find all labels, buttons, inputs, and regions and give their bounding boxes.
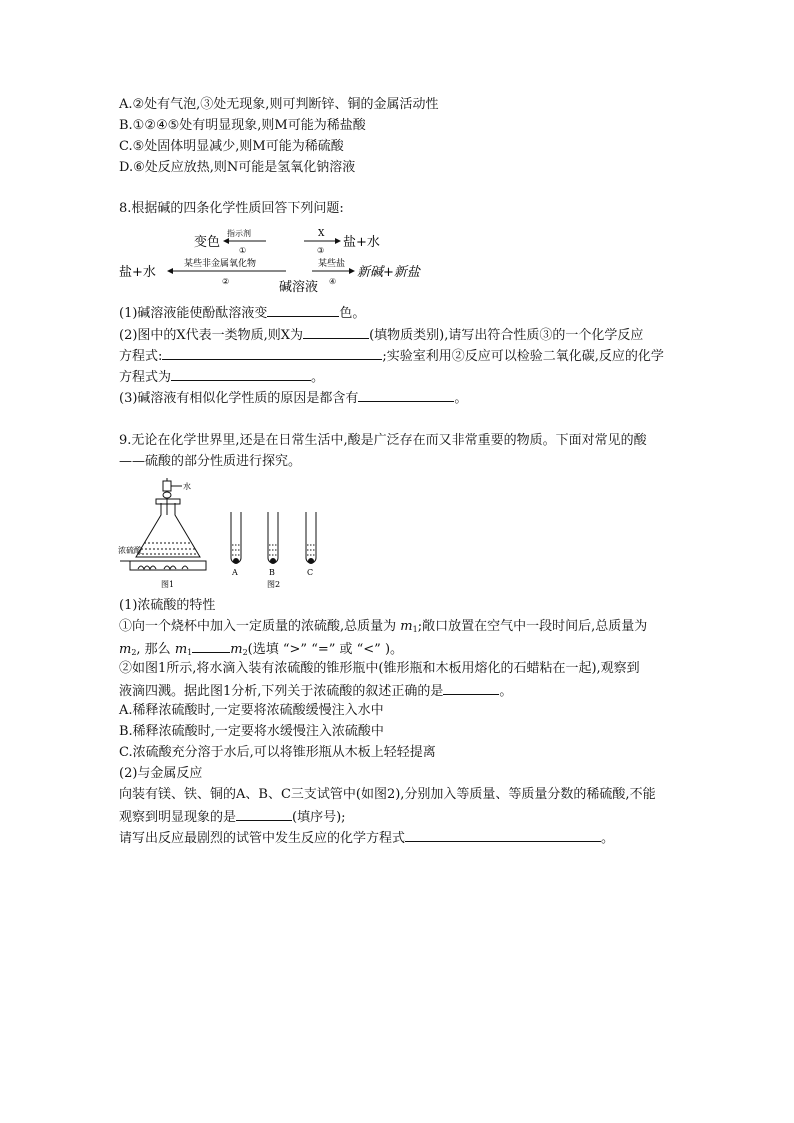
label-base-solution: 碱溶液: [279, 280, 319, 294]
base-properties-diagram: [116, 222, 456, 294]
q9-stem-line1: 9.无论在化学世界里,还是在日常生活中,酸是广泛存在而又非常重要的物质。下面对常见的酸: [119, 433, 647, 448]
q9-section2-title: (2)与金属反应: [119, 766, 203, 781]
q7-option-d: D.⑥处反应放热,则N可能是氢氧化钠溶液: [119, 160, 356, 175]
label-fig2: 图2: [267, 580, 281, 589]
label-circle-2: ②: [222, 277, 230, 286]
label-tube-c: C: [307, 568, 314, 577]
label-indicator: 指示剂: [227, 229, 251, 238]
answer-blank[interactable]: [162, 345, 382, 360]
answer-blank[interactable]: [358, 387, 454, 402]
q9-option-b: B.稀释浓硫酸时,一定要将水缓慢注入浓硫酸中: [119, 724, 384, 739]
answer-blank[interactable]: [171, 366, 311, 381]
q8-stem: 8.根据碱的四条化学性质回答下列问题:: [119, 201, 344, 216]
answer-blank[interactable]: [192, 638, 230, 653]
label-x: X: [318, 229, 325, 239]
q8-part1: (1)碱溶液能使酚酞溶液变 色。: [119, 302, 365, 324]
label-some-salt: 某些盐: [318, 259, 346, 269]
q7-option-b: B.①②④⑤处有明显现象,则M可能为稀盐酸: [119, 118, 366, 133]
q9-s1-item1-line1: ①向一个烧杯中加入一定质量的浓硫酸,总质量为 $m_1$;敞口放置在空气中一段时间后,总质量为: [119, 619, 648, 634]
q8-part2-line1: (2)图中的X代表一类物质,则X为 (填物质类别),请写出符合性质③的一个化学反应: [119, 324, 643, 346]
q9-s1-item2-line2: 液滴四溅。据此图1分析,下列关于浓硫酸的叙述正确的是 。: [119, 680, 512, 702]
label-salt-water-left: 盐+水: [119, 265, 156, 280]
q9-option-a: A.稀释浓硫酸时,一定要将浓硫酸缓慢注入水中: [119, 703, 384, 718]
q9-stem-line2: ——硫酸的部分性质进行探究。: [119, 454, 302, 469]
q9-s2-line3: 请写出反应最剧烈的试管中发生反应的化学方程式 。: [119, 827, 614, 849]
q9-option-c: C.浓硫酸充分溶于水后,可以将锥形瓶从木板上轻轻提离: [119, 745, 436, 760]
label-conc-acid: 浓硫酸: [118, 546, 142, 555]
answer-blank[interactable]: [303, 324, 369, 339]
q9-s1-item1-line2: $m_2$, 那么 $m_1$ $m_2$(选填 “>” “=” 或 “<” )。: [119, 638, 403, 663]
label-tube-a: A: [232, 568, 238, 577]
q8-part2-line2: 方程式: ;实验室利用②反应可以检验二氧化碳,反应的化学: [119, 345, 664, 367]
label-circle-1: ①: [239, 246, 247, 255]
label-new-base-salt: 新碱+新盐: [357, 265, 420, 280]
answer-blank[interactable]: [236, 806, 292, 821]
label-circle-3: ③: [317, 246, 325, 255]
q9-s1-item2-line1: ②如图1所示,将水滴入装有浓硫酸的锥形瓶中(锥形瓶和木板用熔化的石蜡粘在一起),观察到: [119, 661, 640, 676]
label-circle-4: ④: [329, 277, 337, 286]
q9-s2-line2: 观察到明显现象的是 (填序号);: [119, 806, 346, 828]
label-tube-b: B: [269, 568, 275, 577]
q9-section1-title: (1)浓硫酸的特性: [119, 598, 216, 613]
answer-blank[interactable]: [267, 302, 339, 317]
label-fig1: 图1: [161, 580, 175, 589]
label-nonmetal-oxide: 某些非金属氧化物: [184, 259, 257, 269]
answer-blank[interactable]: [443, 680, 499, 695]
q7-option-c: C.⑤处固体明显减少,则M可能为稀硫酸: [119, 139, 344, 154]
q8-part2-line3: 方程式为 。: [119, 366, 324, 388]
figure-1-flask: [120, 478, 206, 570]
q7-option-a: A.②处有气泡,③处无现象,则可判断锌、铜的金属活动性: [119, 97, 439, 112]
label-water: 水: [183, 482, 191, 491]
q9-s2-line1: 向装有镁、铁、铜的A、B、C三支试管中(如图2),分别加入等质量、等质量分数的稀硫酸,不能: [119, 787, 656, 802]
label-color-change: 变色: [194, 235, 221, 250]
answer-blank[interactable]: [405, 827, 601, 842]
sulfuric-acid-figures: [116, 475, 336, 591]
label-salt-water-right: 盐+水: [343, 235, 380, 250]
figure-2-test-tubes: [231, 512, 316, 563]
q8-part3: (3)碱溶液有相似化学性质的原因是都含有 。: [119, 387, 467, 409]
